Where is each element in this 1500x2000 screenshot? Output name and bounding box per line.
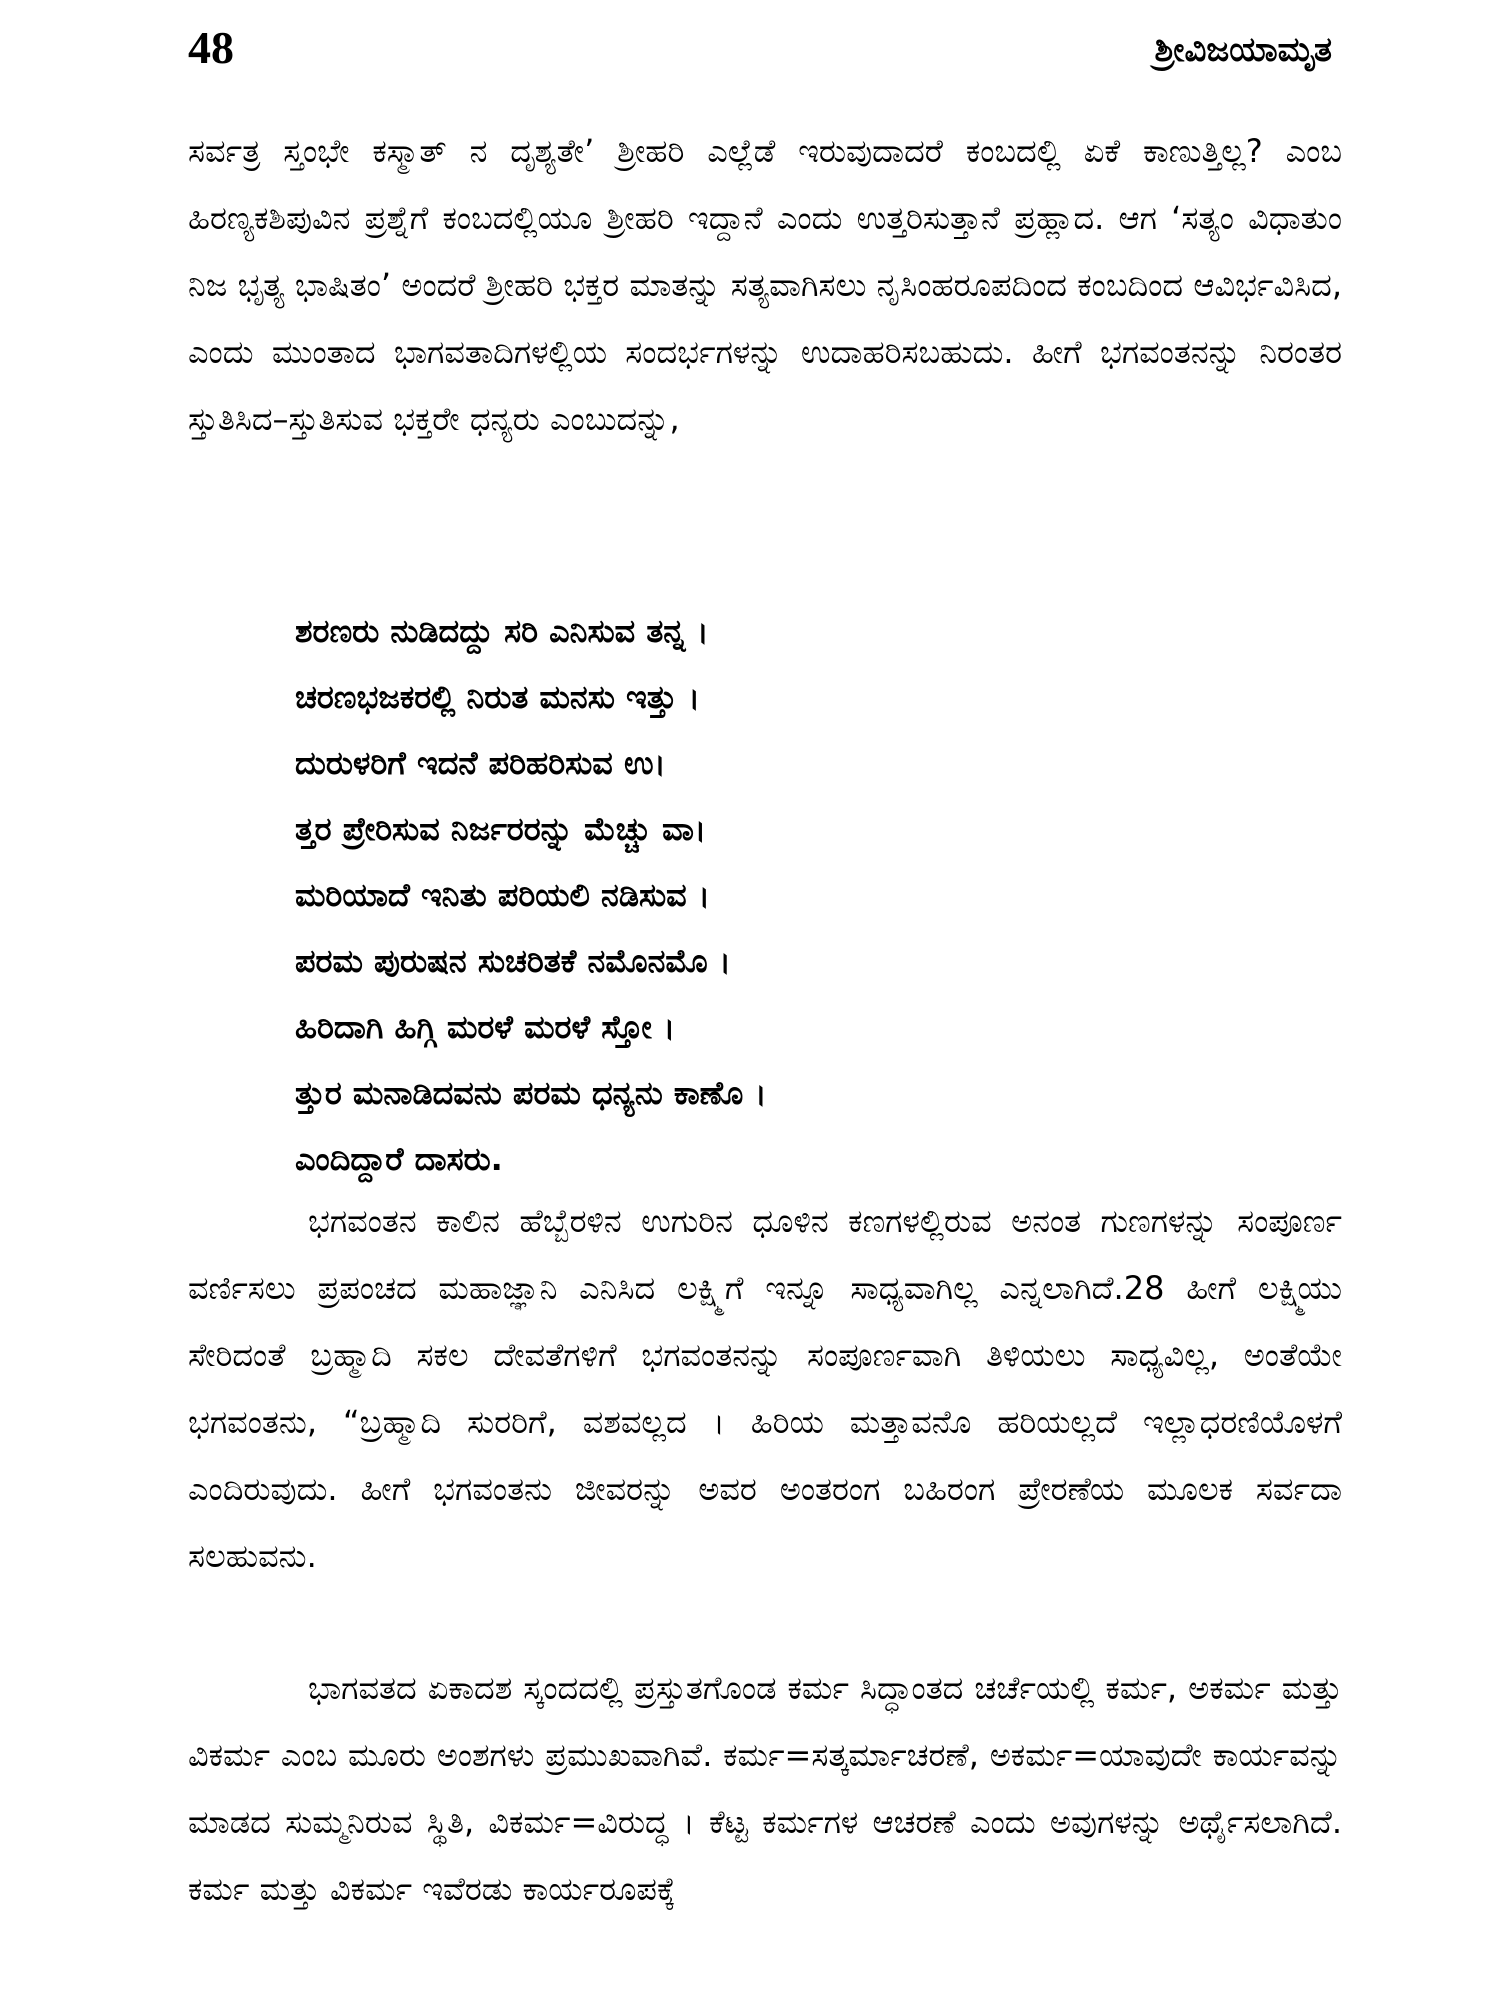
running-title: ಶ್ರೀವಿಜಯಾಮೃತ [1154, 30, 1332, 70]
verse-line: ಶರಣರು ನುಡಿದದ್ದು ಸರಿ ಎನಿಸುವ ತನ್ನ । [295, 612, 709, 650]
third-paragraph: ಭಾಗವತದ ಏಕಾದಶ ಸ್ಕಂದದಲ್ಲಿ ಪ್ರಸ್ತುತಗೊಂಡ ಕರ್ಮ ಸಿದ್ಧಾಂತದ ಚರ್ಚೆಯಲ್ಲಿ ಕರ್ಮ, ಅಕರ್ಮ ಮತ್ತು ವಿಕರ್ಮ ಎಂಬ ಮೂರು ಅಂಶಗಳು ಪ್ರಮುಖವಾಗಿವೆ. ಕರ್ಮ=ಸತ್ಕರ್ಮಾಚರಣೆ, ಅಕರ್ಮ=ಯಾವುದೇ ಕಾರ್ಯವನ್ನು ಮಾಡದ ಸುಮ್ಮನಿರುವ ಸ್ಥಿತಿ, ವಿಕರ್ಮ=ವಿರುದ್ಧ । ಕೆಟ್ಟ ಕರ್ಮಗಳ ಆಚರಣೆ ಎಂದು ಅವುಗಳನ್ನು ಅರ್ಥೈಸಲಾಗಿದೆ. ಕರ್ಮ ಮತ್ತು ವಿಕರ್ಮ ಇವೆರಡು ಕಾರ್ಯರೂಪಕ್ಕೆ [188, 1669, 1342, 1908]
verse-line: ಮರಿಯಾದೆ ಇನಿತು ಪರಿಯಲಿ ನಡಿಸುವ । [295, 876, 711, 914]
verse-line: ಚರಣಭಜಕರಲ್ಲಿ ನಿರುತ ಮನಸು ಇತ್ತು । [295, 678, 700, 716]
page-header [188, 18, 1332, 78]
verse-block [295, 598, 767, 1192]
intro-paragraph: ಸರ್ವತ್ರ ಸ್ತಂಭೇ ಕಸ್ಮಾತ್ ನ ದೃಶ್ಯತೇ’ ಶ್ರೀಹರಿ ಎಲ್ಲೆಡೆ ಇರುವುದಾದರೆ ಕಂಬದಲ್ಲಿ ಏಕೆ ಕಾಣುತ್ತಿಲ್ಲ? ಎಂಬ ಹಿರಣ್ಯಕಶಿಪುವಿನ ಪ್ರಶ್ನೆಗೆ ಕಂಬದಲ್ಲಿಯೂ ಶ್ರೀಹರಿ ಇದ್ದಾನೆ ಎಂದು ಉತ್ತರಿಸುತ್ತಾನೆ ಪ್ರಹ್ಲಾದ. ಆಗ ‘ಸತ್ಯಂ ವಿಧಾತುಂ ನಿಜ ಭೃತ್ಯ ಭಾಷಿತಂ’ ಅಂದರೆ ಶ್ರೀಹರಿ ಭಕ್ತರ ಮಾತನ್ನು ಸತ್ಯವಾಗಿಸಲು ನೃಸಿಂಹರೂಪದಿಂದ ಕಂಬದಿಂದ ಆವಿರ್ಭವಿಸಿದ, ಎಂದು ಮುಂತಾದ ಭಾಗವತಾದಿಗಳಲ್ಲಿಯ ಸಂದರ್ಭಗಳನ್ನು ಉದಾಹರಿಸಬಹುದು. ಹೀಗೆ ಭಗವಂತನನ್ನು ನಿರಂತರ ಸ್ತುತಿಸಿದ–ಸ್ತುತಿಸುವ ಭಕ್ತರೇ ಧನ್ಯರು ಎಂಬುದನ್ನು, [188, 132, 1342, 438]
verse-line: ಪರಮ ಪುರುಷನ ಸುಚರಿತಕೆ ನಮೊನಮೊ । [295, 942, 731, 980]
verse-line: ದುರುಳರಿಗೆ ಇದನೆ ಪರಿಹರಿಸುವ ಉ। [295, 744, 666, 782]
second-paragraph: ಭಗವಂತನ ಕಾಲಿನ ಹೆಬ್ಬೆರಳಿನ ಉಗುರಿನ ಧೂಳಿನ ಕಣಗಳಲ್ಲಿರುವ ಅನಂತ ಗುಣಗಳನ್ನು ಸಂಪೂರ್ಣ ವರ್ಣಿಸಲು ಪ್ರಪಂಚದ ಮಹಾಜ್ಞಾನಿ ಎನಿಸಿದ ಲಕ್ಷ್ಮಿಗೆ ಇನ್ನೂ ಸಾಧ್ಯವಾಗಿಲ್ಲ ಎನ್ನಲಾಗಿದೆ.28 ಹೀಗೆ ಲಕ್ಷ್ಮಿಯು ಸೇರಿದಂತೆ ಬ್ರಹ್ಮಾದಿ ಸಕಲ ದೇವತೆಗಳಿಗೆ ಭಗವಂತನನ್ನು ಸಂಪೂರ್ಣವಾಗಿ ತಿಳಿಯಲು ಸಾಧ್ಯವಿಲ್ಲ, ಅಂತೆಯೇ ಭಗವಂತನು, “ಬ್ರಹ್ಮಾದಿ ಸುರರಿಗೆ, ವಶವಲ್ಲದ । ಹಿರಿಯ ಮತ್ತಾವನೊ ಹರಿಯಲ್ಲದೆ ಇಲ್ಲಾಧರಣಿಯೊಳಗೆ ಎಂದಿರುವುದು. ಹೀಗೆ ಭಗವಂತನು ಜೀವರನ್ನು ಅವರ ಅಂತರಂಗ ಬಹಿರಂಗ ಪ್ರೇರಣೆಯ ಮೂಲಕ ಸರ್ವದಾ ಸಲಹುವನು. [188, 1202, 1342, 1575]
page-number: 48 [188, 22, 234, 73]
verse-line: ತ್ತರ ಪ್ರೇರಿಸುವ ನಿರ್ಜರರನ್ನು ಮೆಚ್ಚು ವಾ। [295, 810, 707, 848]
verse-line: ತ್ತುರ ಮನಾಡಿದವನು ಪರಮ ಧನ್ಯನು ಕಾಣೊ । [295, 1074, 767, 1112]
verse-line: ಎಂದಿದ್ದಾರೆ ದಾಸರು. [295, 1140, 503, 1178]
verse-line: ಹಿರಿದಾಗಿ ಹಿಗ್ಗಿ ಮರಳೆ ಮರಳೆ ಸ್ತೋ । [295, 1008, 676, 1046]
